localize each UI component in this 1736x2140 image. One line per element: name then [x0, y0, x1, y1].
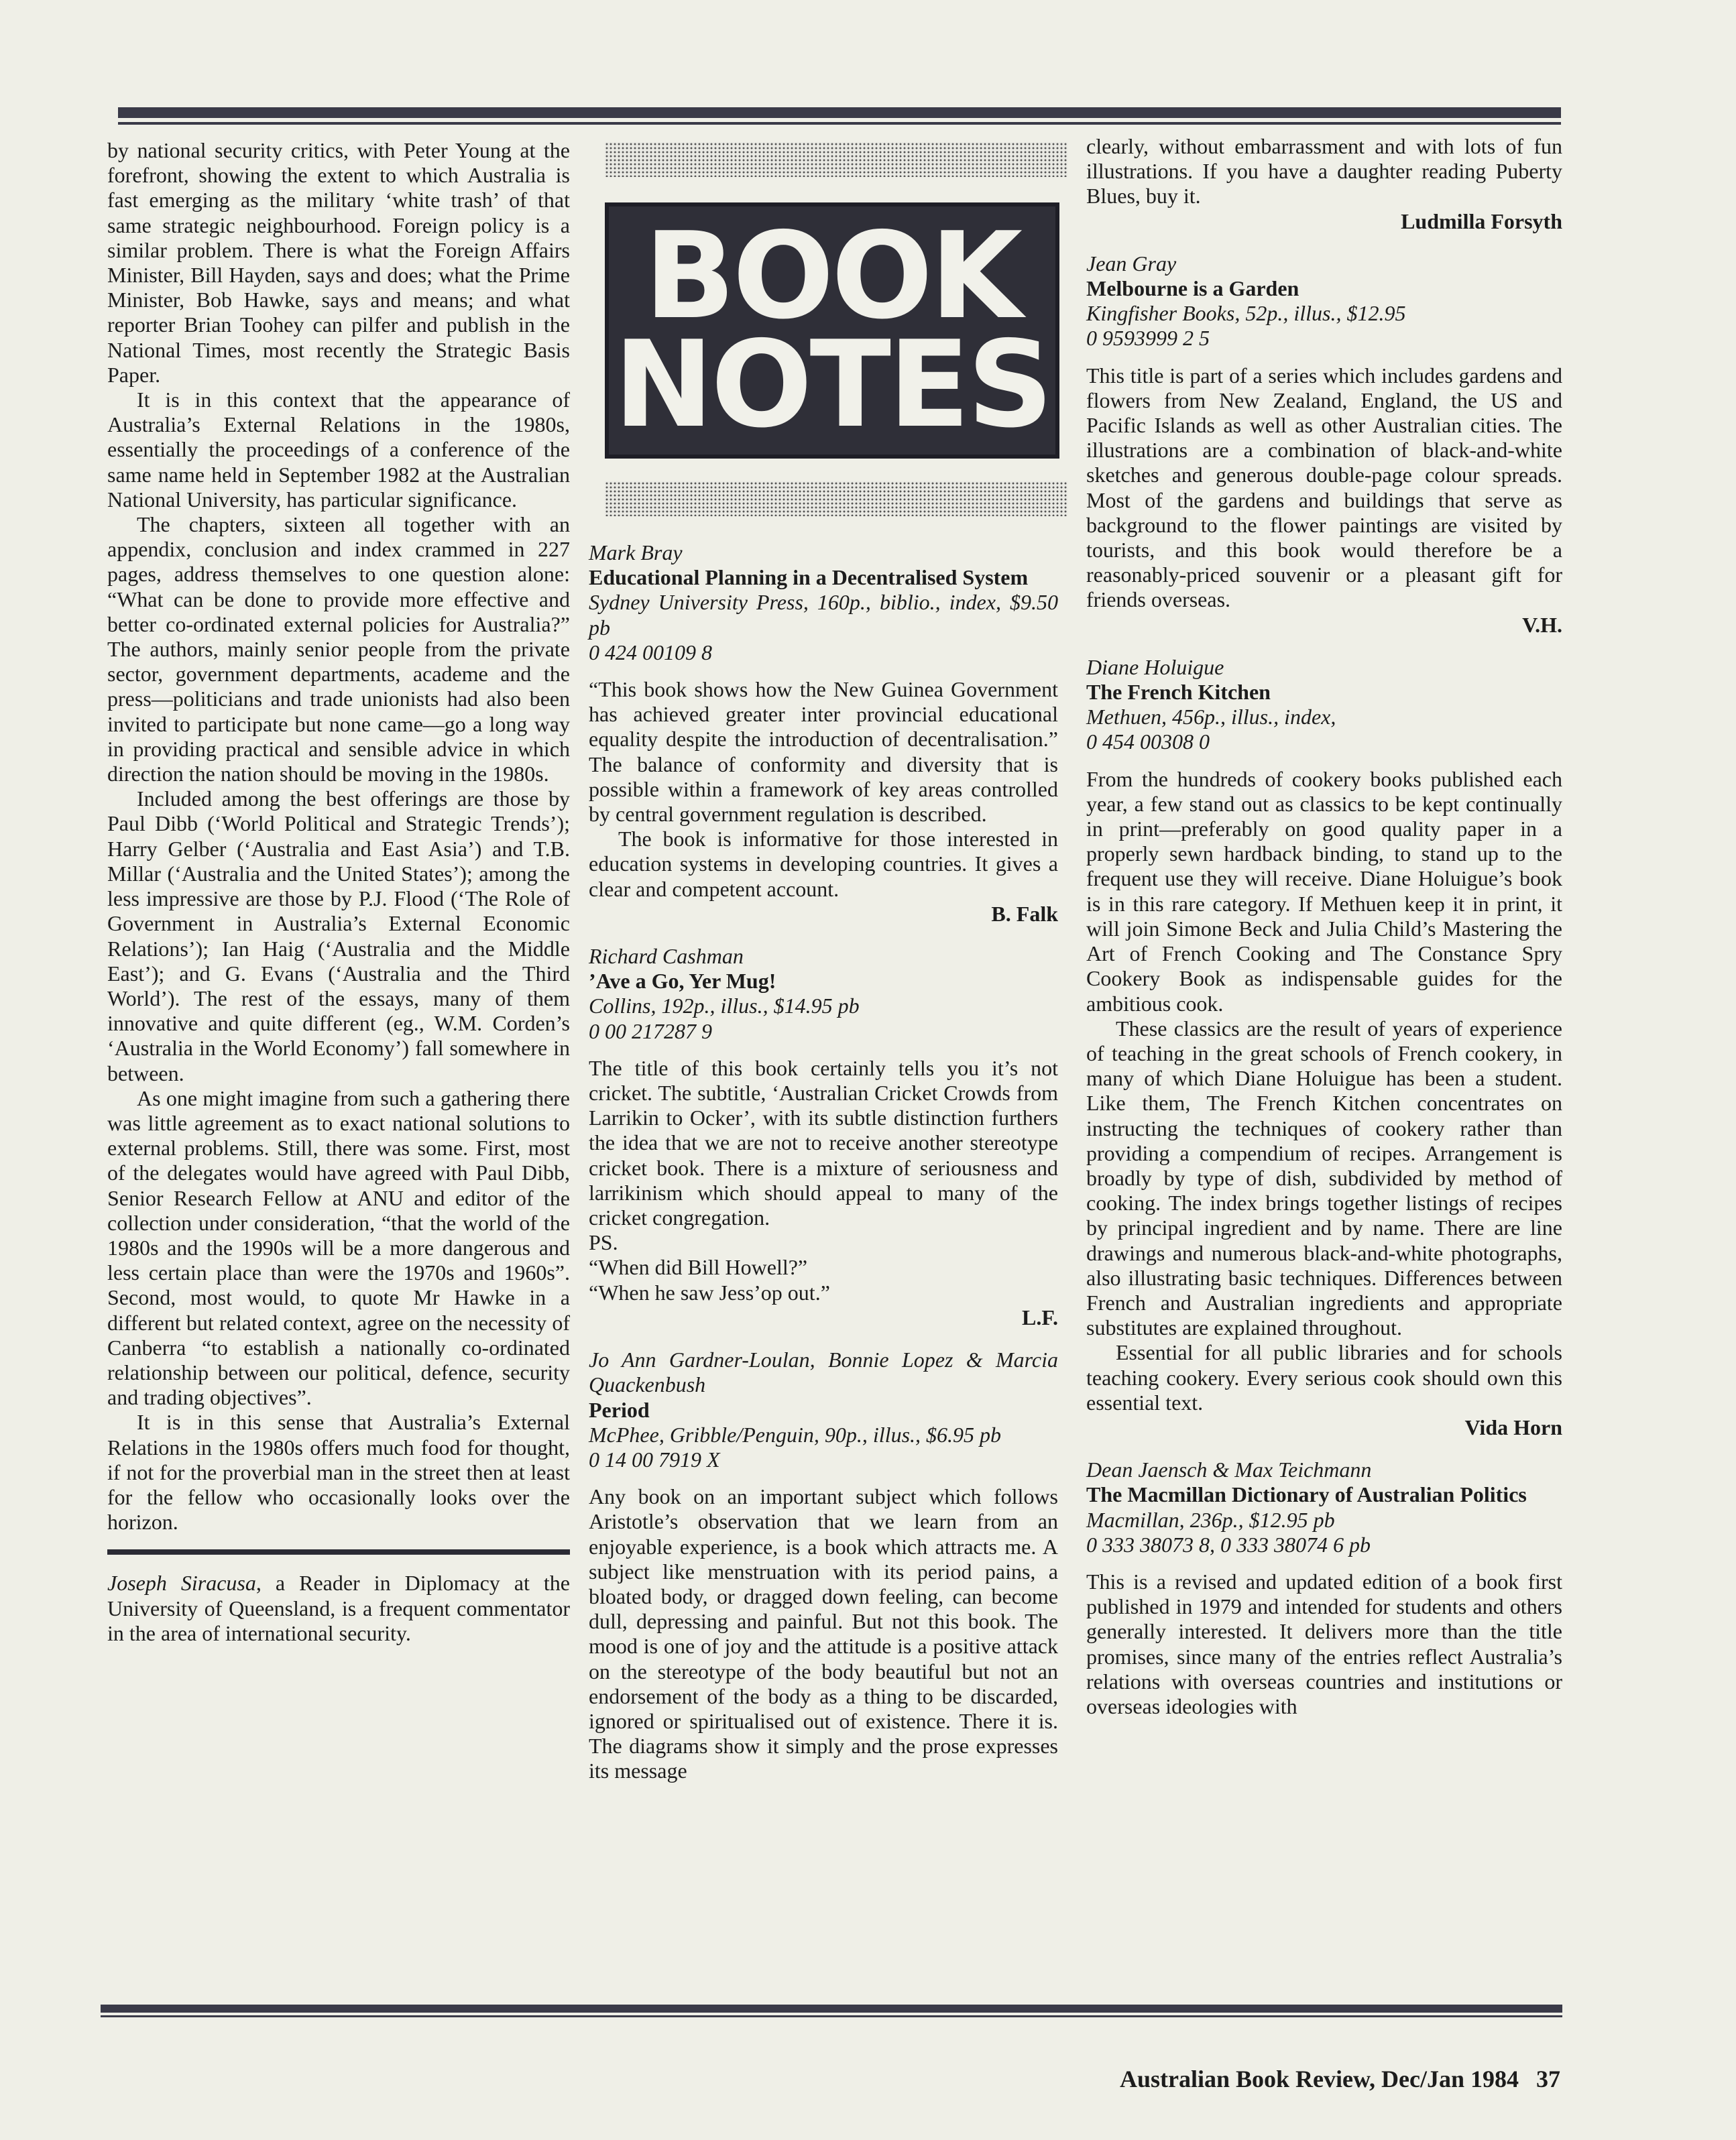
contributor-description: , a Reader in Diplomacy at the University of Queensland, is a frequent commentator in the area of international security. [107, 1571, 571, 1645]
review-paragraph: These classics are the result of years of experience of teaching in the great schools of French cookery, in many of which Diane Holuigue has been a student. Like them, The French Kitchen concentrates on instructing the techniques of cookery rather than providing a compendium of recipes. Arrangement is broadly by type of dish, subdivided by method of cooking. The index brings together listings of recipes by principal ingredient and by name. There are line drawings and numerous black-and-white photographs, also illustrating basic techniques. Differences between French and Australian ingredients and appropriate substitutes are explained throughout. [1086, 1016, 1562, 1340]
review-gray [1086, 251, 1562, 638]
review-paragraph: Any book on an important subject which follows Aristotle’s observation that we learn from an enjoyable experience, is a book which attracts me. A subject like menstruation with its period pains, a bloated body, or dragged down feeling, can become dull, depressing and painful. But not this book. The mood is one of joy and the attitude is a positive attack on the stereotype of the body beautiful but not an endorsement of the body as a thing to be discarded, ignored or spiritualised out of existence. There it is. The diagrams show it simply and the prose expresses its message [589, 1484, 1058, 1783]
paragraph: by national security critics, with Peter Young at the forefront, showing the extent to which Australia is fast emerging as the military ‘white trash’ of that same strategic neighbourhood. Foreign policy is a similar problem. There is what the Foreign Affairs Minister, Bill Hayden, says and does; what the Prime Minister, Bob Hawke, says and means; and what reporter Brian Toohey can pilfer and publish in the National Times, most recently the Strategic Basis Paper. [107, 138, 570, 387]
page-number: 37 [1536, 2066, 1560, 2092]
logo-line-2: NOTES [614, 315, 1051, 454]
review-publication: Methuen, 456p., illus., index, [1086, 705, 1336, 729]
column-3 [1086, 134, 1562, 1719]
contributor-name: Joseph Siracusa [107, 1571, 256, 1596]
page-footer [1120, 2065, 1560, 2093]
review-isbn: 0 9593999 2 5 [1086, 326, 1210, 351]
review-isbn: 0 333 38073 8, 0 333 38074 6 pb [1086, 1532, 1371, 1557]
top-rule-thin [118, 122, 1561, 125]
review-paragraph: Essential for all public libraries and for schools teaching cookery. Every serious cook should own this essential text. [1086, 1340, 1562, 1415]
reviewer: V.H. [1522, 612, 1562, 637]
book-notes-logo [605, 202, 1059, 459]
paragraph: As one might imagine from such a gathering there was little agreement as to exact national solutions to external problems. Still, there was some. First, most of the delegates would have agreed with Paul Dibb, Senior Research Fellow at ANU and editor of the collection under consideration, “that the world of the 1980s and the 1990s will be a more dangerous and less certain place than were the 1970s and 1960s”. Second, most would, to quote Mr Hawke in a different but related context, agree on the necessity of Canberra “to establish a nationally co-ordinated relationship between our political, defence, security and trading objectives”. [107, 1085, 570, 1410]
bottom-rule-thin [101, 2015, 1562, 2017]
halftone-band-bottom [605, 481, 1067, 516]
review-author: Mark Bray [589, 540, 683, 564]
footer-publication: Australian Book Review, Dec/Jan 1984 [1119, 2066, 1519, 2092]
column-2 [589, 540, 1058, 1784]
reviewer: L.F. [1022, 1305, 1058, 1329]
review-title: The Macmillan Dictionary of Australian Politics [1086, 1482, 1527, 1507]
review-title: Melbourne is a Garden [1086, 276, 1299, 301]
paragraph: It is in this sense that Australia’s External Relations in the 1980s offers much food for thought, if not for the proverbial man in the street then at least for the fellow who occasionally looks over the horizon. [107, 1410, 570, 1535]
review-paragraph: The book is informative for those interested in education systems in developing countries. It gives a clear and competent account. [589, 827, 1058, 901]
review-publication: Sydney University Press, 160p., biblio., index, $9.50 pb [589, 590, 1058, 640]
review-author: Jo Ann Gardner-Loulan, Bonnie Lopez & Marcia Quackenbush [589, 1348, 1058, 1397]
review-holuigue [1086, 655, 1562, 1440]
review-title: Educational Planning in a Decentralised System [589, 565, 1029, 590]
logo-line-1: BOOK [644, 206, 1021, 345]
review-isbn: 0 424 00109 8 [589, 640, 712, 664]
review-title: Period [589, 1397, 650, 1422]
review-paragraph: This title is part of a series which includes gardens and flowers from New Zealand, England, the US and Pacific Islands as well as other Australian cities. The illustrations are a combination of black-and-white sketches and generous double-page colour spreads. Most of the gardens and buildings that serve as background to the flower paintings are visited by tourists, and this book would therefore be a reasonably-priced souvenir or a pleasant gift for friends overseas. [1086, 363, 1562, 612]
paragraph: It is in this context that the appearance of Australia’s External Relations in the 1980s, essentially the proceedings of a conference of the same name held in September 1982 at the Australian National University, has particular significance. [107, 388, 570, 512]
review-cashman [589, 944, 1058, 1330]
review-publication: Kingfisher Books, 52p., illus., $12.95 [1086, 301, 1406, 326]
review-jaensch [1086, 1458, 1562, 1719]
review-author: Richard Cashman [589, 944, 744, 969]
bottom-rule [101, 2005, 1562, 2013]
review-paragraph: “When he saw Jess’op out.” [589, 1280, 830, 1305]
review-publication: Macmillan, 236p., $12.95 pb [1086, 1507, 1335, 1532]
reviewer: B. Falk [991, 901, 1058, 926]
paragraph: Included among the best offerings are those by Paul Dibb (‘World Political and Strategic Trends’); Harry Gelber (‘Australia and East Asia’) and T.B. Millar (‘Australia and the United States’); among the less impressive are those by P.J. Flood (‘The Role of Government in Australia’s External Economic Relations’); Ian Haig (‘Australia and the Middle East’); and G. Evans (‘Australia and the Third World’). The rest of the essays, many of them innovative and quite different (eg., W.M. Corden’s ‘Australia in the World Economy’) fall somewhere in between. [107, 786, 570, 1085]
review-bray [589, 540, 1058, 927]
top-rule [118, 107, 1561, 118]
review-paragraph: The title of this book certainly tells you it’s not cricket. The subtitle, ‘Australian Cricket Crowds from Larrikin to Ocker’, with its subtle distinction furthers the idea that we are not to receive another stereotype cricket book. There is a mixture of seriousness and larrikinism which should appeal to many of the cricket congregation. [589, 1055, 1058, 1230]
review-period [589, 1348, 1058, 1783]
review-isbn: 0 00 217287 9 [589, 1018, 712, 1043]
review-author: Diane Holuigue [1086, 654, 1224, 679]
halftone-band-top [605, 142, 1067, 177]
review-paragraph: From the hundreds of cookery books published each year, a few stand out as classics to be kept continually in print—preferably on good quality paper in a properly sewn hardback binding, to stand up to the frequent use they will receive. Diane Holuigue’s book is in this rare category. If Methuen keep it in print, it will join Simone Beck and Julia Child’s Mastering the Art of French Cooking and The Constance Spry Cookery Book as indispensable guides for the ambitious cook. [1086, 766, 1562, 1016]
review-publication: Collins, 192p., illus., $14.95 pb [589, 994, 860, 1018]
column-1 [107, 138, 570, 1646]
review-paragraph: This is a revised and updated edition of a book first published in 1979 and intended for students and others generally interested. It delivers more than the title promises, since many of the entries reflect Australia’s relations with overseas countries and institutions or overseas ideologies with [1086, 1569, 1562, 1718]
review-paragraph: “This book shows how the New Guinea Government has achieved greater inter provincial educational equality despite the introduction of decentralisation.” The balance of conformity and diversity that is possible within a framework of key areas controlled by central government regulation is described. [589, 677, 1058, 827]
review-title: ’Ave a Go, Yer Mug! [589, 969, 776, 994]
contributor-note [107, 1571, 570, 1646]
continued-text: clearly, without embarrassment and with lots of fun illustrations. If you have a daughter reading Puberty Blues, buy it. [1086, 134, 1562, 209]
contributor-divider [107, 1549, 570, 1555]
reviewer: Ludmilla Forsyth [1401, 209, 1562, 233]
paragraph: The chapters, sixteen all together with an appendix, conclusion and index crammed in 227 pages, address themselves to one question alone: “What can be done to provide more effective and better co-ordinated external policies for Australia?” The authors, mainly senior people from the private sector, government departments, academe and the press—politicians and trade unionists had also been invited to participate but none came—go a long way in providing practical and sensible advice in which direction the nation should be moving in the 1980s. [107, 512, 570, 786]
review-isbn: 0 454 00308 0 [1086, 729, 1210, 754]
review-publication: McPhee, Gribble/Penguin, 90p., illus., $6.95 pb [589, 1422, 1002, 1447]
review-paragraph: “When did Bill Howell?” [589, 1255, 808, 1280]
review-author: Dean Jaensch & Max Teichmann [1086, 1458, 1372, 1482]
review-title: The French Kitchen [1086, 680, 1271, 705]
review-isbn: 0 14 00 7919 X [589, 1447, 720, 1472]
reviewer: Vida Horn [1464, 1415, 1562, 1439]
review-paragraph: PS. [589, 1230, 618, 1255]
review-author: Jean Gray [1086, 251, 1177, 276]
